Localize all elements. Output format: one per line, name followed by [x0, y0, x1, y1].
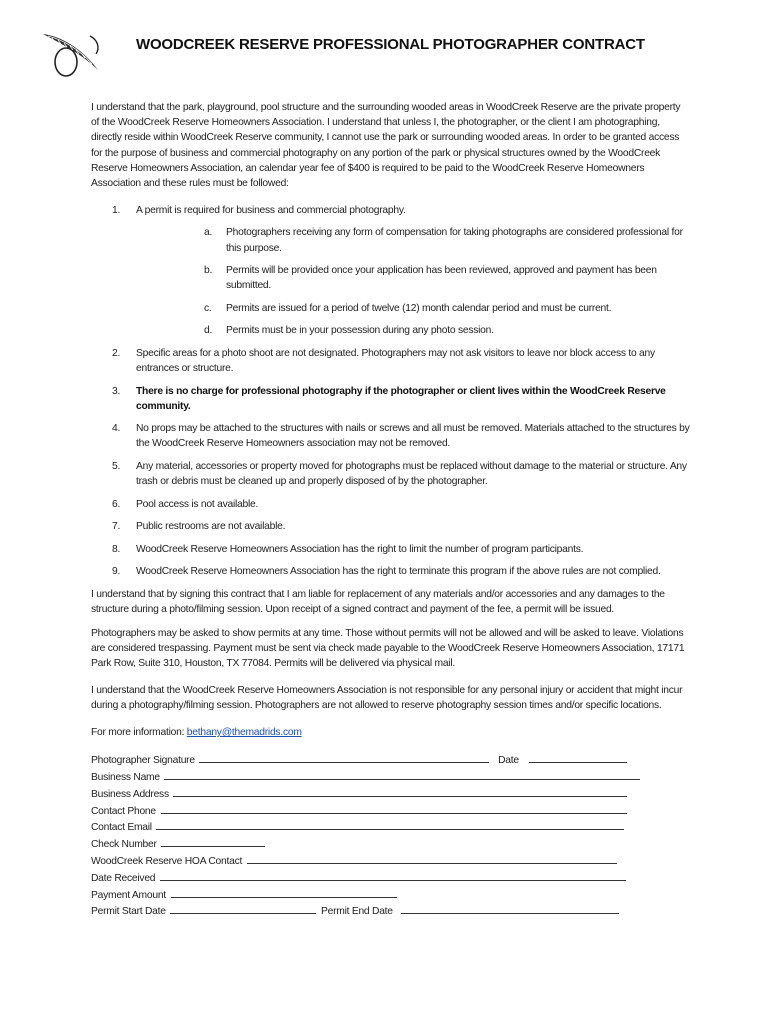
more-info-line	[91, 725, 691, 740]
rule-item	[91, 459, 691, 489]
rule-number: 4.	[112, 423, 121, 435]
rule-number: 3.	[112, 385, 121, 397]
subrule-item	[181, 263, 691, 293]
field-label: Date Received	[91, 872, 156, 884]
permit-end-date-line[interactable]	[401, 903, 619, 914]
subrule-letter: d.	[204, 325, 213, 337]
hoa-contact-field	[91, 853, 691, 870]
spacer	[91, 672, 691, 683]
rule-text: WoodCreek Reserve Homeowners Association has the right to limit the number of program participants.	[136, 543, 584, 555]
subrule-letter: b.	[204, 265, 213, 277]
spacer	[91, 740, 691, 752]
rule-text: Specific areas for a photo shoot are not designated. Photographers may not ask visitors to leave nor block access to any entrances or structure.	[136, 347, 655, 375]
field-label: Payment Amount	[91, 889, 166, 901]
rule-number: 9.	[112, 566, 121, 578]
field-label: Permit Start Date	[91, 906, 166, 918]
subrules-list	[136, 225, 691, 338]
hoa-contact-line[interactable]	[247, 853, 617, 864]
rule-number: 8.	[112, 543, 121, 555]
business-address-field	[91, 786, 691, 803]
field-label: Business Address	[91, 788, 169, 800]
field-label: Business Name	[91, 772, 160, 784]
permit-start-date-line[interactable]	[170, 903, 316, 914]
rule-text: A permit is required for business and commercial photography.	[136, 205, 406, 217]
field-label: WoodCreek Reserve HOA Contact	[91, 856, 243, 868]
contact-email-line[interactable]	[156, 819, 624, 830]
rule-text: There is no charge for professional photography if the photographer or client lives within the WoodCreek Reserve community.	[136, 385, 666, 412]
subrule-text: Permits must be in your possession during any photo session.	[226, 325, 494, 337]
date-line[interactable]	[529, 752, 627, 763]
rule-text: Any material, accessories or property moved for photographs must be replaced without damage to the material or structure. Any trash or debris must be cleaned up and properly disposed of by the photographer.	[136, 460, 687, 488]
subrule-text: Permits are issued for a period of twelve (12) month calendar period and must be current.	[226, 302, 612, 314]
injury-paragraph: I understand that the WoodCreek Reserve Homeowners Association is not responsible for any personal injury or accident that might incur during a photography/filming session. Photographers are not allowed to reserve photography session times and/or specific locations.	[91, 684, 683, 711]
date-received-line[interactable]	[160, 870, 626, 881]
field-label: Date	[498, 755, 519, 767]
contact-email-link[interactable]: bethany@themadrids.com	[186, 727, 302, 739]
liability-paragraph: I understand that by signing this contract that I am liable for replacement of any materials and/or accessories and any damages to the structure during a photo/filming session. Upon receipt of a signed contract and payment of the fee, a permit will be issued.	[91, 588, 665, 615]
rule-number: 5.	[112, 460, 121, 472]
subrule-letter: a.	[204, 227, 213, 239]
payment-amount-line[interactable]	[171, 887, 397, 898]
rule-item	[91, 384, 691, 414]
rule-text: Pool access is not available.	[136, 498, 259, 510]
business-address-line[interactable]	[173, 786, 627, 797]
rule-item	[91, 564, 691, 579]
rule-text: WoodCreek Reserve Homeowners Association has the right to terminate this program if the above rules are not complied.	[136, 566, 661, 578]
rule-text: Public restrooms are not available.	[136, 521, 286, 533]
more-info-label: For more information:	[91, 727, 187, 739]
photographer-signature-line[interactable]	[199, 752, 489, 763]
check-number-field	[91, 836, 691, 853]
payment-amount-field	[91, 887, 691, 904]
subrule-text: Photographers receiving any form of compensation for taking photographs are considered professional for this purpose.	[226, 227, 683, 254]
check-number-line[interactable]	[161, 836, 265, 847]
rule-number: 7.	[112, 521, 121, 533]
field-label: Check Number	[91, 839, 157, 851]
contract-body	[91, 100, 691, 920]
rule-text: No props may be attached to the structures with nails or screws and all must be removed. Materials attached to the structures by the WoodCreek Reserve Homeowners association may not be removed.	[136, 423, 690, 450]
rule-item	[91, 421, 691, 451]
rule-number: 6.	[112, 498, 121, 510]
date-received-field	[91, 870, 691, 887]
permits-paragraph: Photographers may be asked to show permits at any time. Those without permits will not be allowed and will be asked to leave. Violations are considered trespassing. Payment must be sent via check made payable to the WoodCreek Reserve Homeowners Association, 17171 Park Row, Suite 310, Houston, TX 77084. Permits will be delivered via physical mail.	[91, 628, 685, 670]
page-title: WOODCREEK RESERVE PROFESSIONAL PHOTOGRAPHER CONTRACT	[136, 36, 645, 53]
subrule-item	[181, 301, 691, 316]
rules-list	[91, 203, 691, 579]
contact-phone-line[interactable]	[161, 803, 627, 814]
field-label: Contact Email	[91, 822, 152, 834]
contact-email-field	[91, 819, 691, 836]
field-label: Photographer Signature	[91, 755, 195, 767]
rule-item	[91, 519, 691, 534]
rule-item	[91, 346, 691, 376]
spacer	[91, 617, 691, 626]
rule-number: 2.	[112, 347, 121, 359]
business-name-field	[91, 769, 691, 786]
contact-phone-field	[91, 803, 691, 820]
spacer	[91, 713, 691, 725]
rule-item	[91, 497, 691, 512]
photographer-signature-field	[91, 752, 691, 769]
subrule-letter: c.	[204, 302, 212, 314]
intro-paragraph: I understand that the park, playground, pool structure and the surrounding wooded areas in WoodCreek Reserve are the private property of the WoodCreek Reserve Homeowners Association. I understand that unless I, the photographer, or the client I am photographing, directly reside within WoodCreek Reserve community, I cannot use the park or surrounding wooded areas. In order to be granted access for the purpose of business and commercial photography on any portion of the park or physical structures owned by the WoodCreek Reserve Homeowners Association, an calendar year fee of $400 is required to be paid to the WoodCreek Reserve Homeowners Association and these rules must be followed:	[91, 102, 681, 190]
feather-logo-icon	[40, 26, 104, 80]
rule-number: 1.	[112, 205, 121, 217]
rule-item	[91, 203, 691, 338]
subrule-text: Permits will be provided once your application has been reviewed, approved and payment has been submitted.	[226, 265, 657, 292]
field-label: Permit End Date	[320, 906, 393, 918]
subrule-item	[181, 225, 691, 255]
subrule-item	[181, 323, 691, 338]
permit-dates-field	[91, 903, 691, 920]
business-name-line[interactable]	[164, 769, 640, 780]
field-label: Contact Phone	[91, 805, 156, 817]
rule-item	[91, 542, 691, 557]
